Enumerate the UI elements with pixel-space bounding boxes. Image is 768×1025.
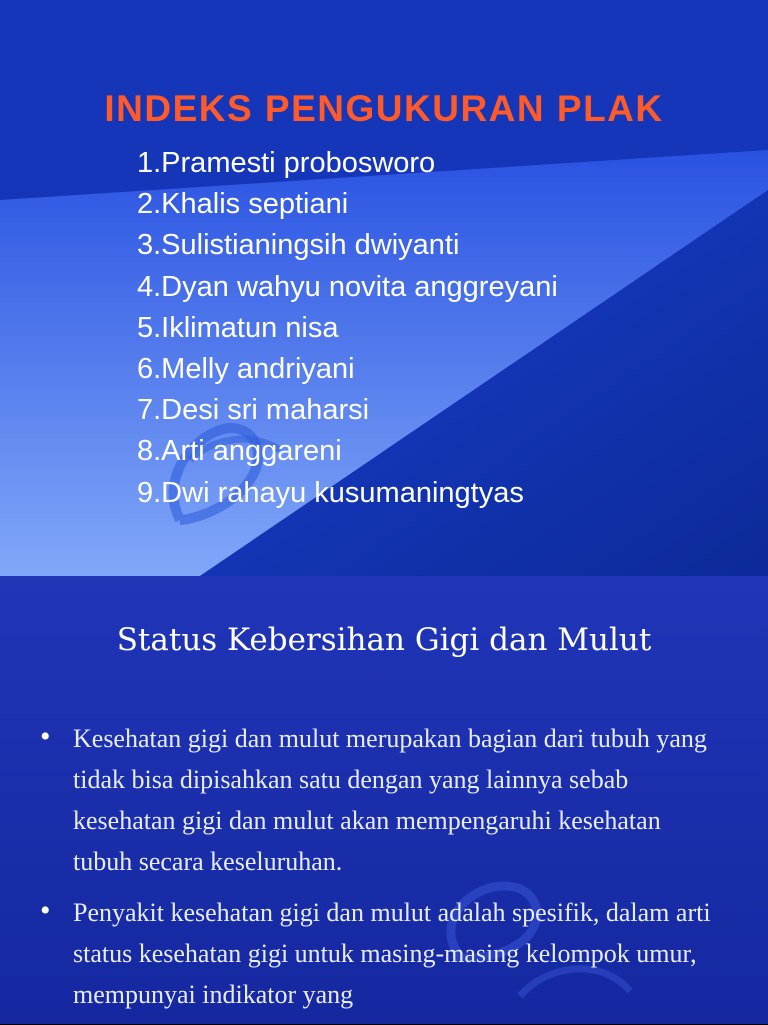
list-item: 3.Sulistianingsih dwiyanti: [137, 229, 460, 262]
list-item: 2.Khalis septiani: [137, 188, 349, 221]
list-item: 7.Desi sri maharsi: [137, 394, 370, 427]
bullet-icon: •: [40, 894, 51, 927]
list-item: [40, 892, 720, 1015]
list-item: 9.Dwi rahayu kusumaningtyas: [137, 476, 524, 509]
slide-2-title: Status Kebersihan Gigi dan Mulut: [116, 622, 652, 658]
list-item: 4.Dyan wahyu novita anggreyani: [137, 270, 558, 303]
bullet-text: Kesehatan gigi dan mulut merupakan bagian dari tubuh yang tidak bisa dipisahkan satu dengan yang lainnya sebab kesehatan gigi dan mulut akan mempengaruhi kesehatan tubuh secara keseluruhan.: [73, 724, 707, 876]
slide-1-title: INDEKS PENGUKURAN PLAK: [104, 88, 664, 129]
bullet-list: [40, 718, 720, 1025]
bullet-text: Penyakit kesehatan gigi dan mulut adalah spesifik, dalam arti status kesehatan gigi untuk masing-masing kelompok umur, mempunyai indikator yang: [73, 898, 711, 1009]
list-item: 8.Arti anggareni: [137, 435, 342, 468]
list-item: 6.Melly andriyani: [137, 352, 355, 385]
list-item: 1.Pramesti probosworo: [137, 147, 436, 179]
list-item: [40, 718, 720, 882]
list-item: 5.Iklimatun nisa: [137, 311, 339, 344]
member-list: [137, 143, 558, 514]
bullet-icon: •: [40, 720, 51, 753]
